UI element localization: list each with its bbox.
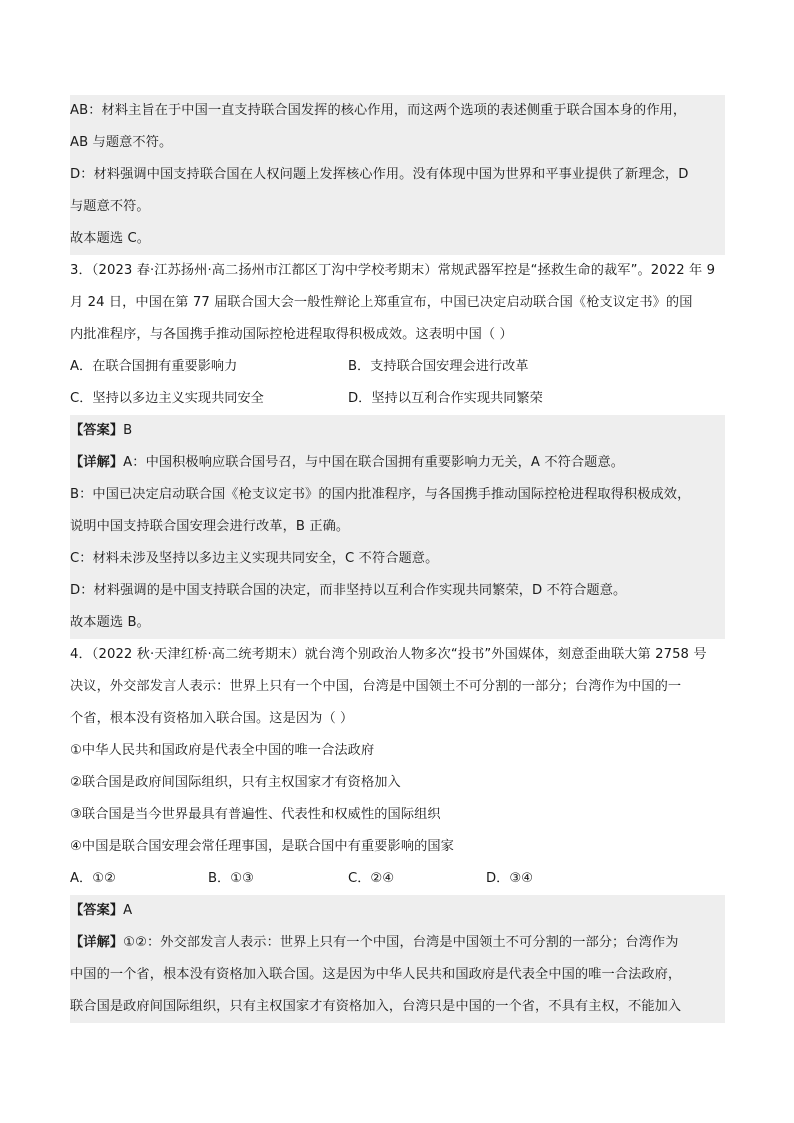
detail-label: 【详解】 bbox=[70, 455, 124, 470]
question-4-option-c: C．②④ bbox=[348, 871, 395, 886]
question-3-detail: D：材料强调的是中国支持联合国的决定，而非坚持以互利合作实现共同繁荣，D 不符合题意。 bbox=[70, 575, 725, 607]
question-4-detail: 中国的一个省，根本没有资格加入联合国。这是因为中华人民共和国政府是代表全中国的唯一合法政府， bbox=[70, 959, 725, 991]
detail-label: 【详解】 bbox=[70, 935, 124, 950]
detail-text: ①②：外交部发言人表示：世界上只有一个中国，台湾是中国领土不可分割的一部分；台湾作为 bbox=[123, 935, 679, 950]
question-3-detail bbox=[70, 447, 725, 479]
question-3-detail: 说明中国支持联合国安理会进行改革，B 正确。 bbox=[70, 511, 725, 543]
question-3-stem: 月 24 日，中国在第 77 届联合国大会一般性辩论上郑重宣布，中国已决定启动联合国《枪支议定书》的国 bbox=[70, 295, 693, 310]
answer-value: B bbox=[123, 423, 133, 438]
question-3-detail: C：材料未涉及坚持以多边主义实现共同安全，C 不符合题意。 bbox=[70, 543, 725, 575]
prev-analysis-line: 与题意不符。 bbox=[70, 191, 725, 223]
question-3-option-c: C．坚持以多边主义实现共同安全 bbox=[70, 391, 264, 406]
question-3-stem: 内批准程序，与各国携手推动国际控枪进程取得积极成效。这表明中国（ ） bbox=[70, 327, 513, 342]
question-3-option-d: D．坚持以互利合作实现共同繁荣 bbox=[348, 391, 543, 406]
detail-text: A：中国积极响应联合国号召，与中国在联合国拥有重要影响力无关，A 不符合题意。 bbox=[123, 455, 625, 470]
question-3-option-b: B．支持联合国安理会进行改革 bbox=[348, 359, 529, 374]
question-4-option-b: B．①③ bbox=[208, 871, 254, 886]
question-4-stem: 4．（2022 秋·天津红桥·高二统考期末）就台湾个别政治人物多次“投书”外国媒体，刻意歪曲联大第 2758 号 bbox=[70, 647, 707, 662]
question-4-statement: ②联合国是政府间国际组织，只有主权国家才有资格加入 bbox=[70, 775, 401, 790]
prev-conclusion: 故本题选 C。 bbox=[70, 223, 725, 255]
question-4-statement: ③联合国是当今世界最具有普遍性、代表性和权威性的国际组织 bbox=[70, 807, 441, 822]
question-4-option-a: A．①② bbox=[70, 871, 116, 886]
question-3-stem: 3．（2023 春·江苏扬州·高二扬州市江都区丁沟中学校考期末）常规武器军控是“拯救生命的裁军”。2022 年 9 bbox=[70, 263, 716, 278]
question-4-option-d: D．③④ bbox=[486, 871, 533, 886]
answer-label: 【答案】 bbox=[70, 423, 124, 438]
question-4-detail: 联合国是政府间国际组织，只有主权国家才有资格加入，台湾只是中国的一个省，不具有主权，不能加入 bbox=[70, 991, 725, 1023]
question-3-option-a: A．在联合国拥有重要影响力 bbox=[70, 359, 238, 374]
question-4-statement: ①中华人民共和国政府是代表全中国的唯一合法政府 bbox=[70, 743, 375, 758]
question-3-answer bbox=[70, 415, 725, 447]
answer-label: 【答案】 bbox=[70, 903, 124, 918]
question-4-statement: ④中国是联合国安理会常任理事国，是联合国中有重要影响的国家 bbox=[70, 839, 454, 854]
prev-analysis-line: AB：材料主旨在于中国一直支持联合国发挥的核心作用，而这两个选项的表述侧重于联合国本身的作用， bbox=[70, 95, 725, 127]
prev-analysis-line: D：材料强调中国支持联合国在人权问题上发挥核心作用。没有体现中国为世界和平事业提供了新理念，D bbox=[70, 159, 725, 191]
prev-analysis-line: AB 与题意不符。 bbox=[70, 127, 725, 159]
answer-value: A bbox=[123, 903, 133, 918]
question-3-detail: B：中国已决定启动联合国《枪支议定书》的国内批准程序，与各国携手推动国际控枪进程取得积极成效， bbox=[70, 479, 725, 511]
question-4-answer bbox=[70, 895, 725, 927]
question-4-stem: 个省，根本没有资格加入联合国。这是因为（ ） bbox=[70, 711, 354, 726]
question-4-detail bbox=[70, 927, 725, 959]
question-3-conclusion: 故本题选 B。 bbox=[70, 607, 725, 639]
question-4-stem: 决议，外交部发言人表示：世界上只有一个中国，台湾是中国领土不可分割的一部分；台湾作为中国的一 bbox=[70, 679, 682, 694]
